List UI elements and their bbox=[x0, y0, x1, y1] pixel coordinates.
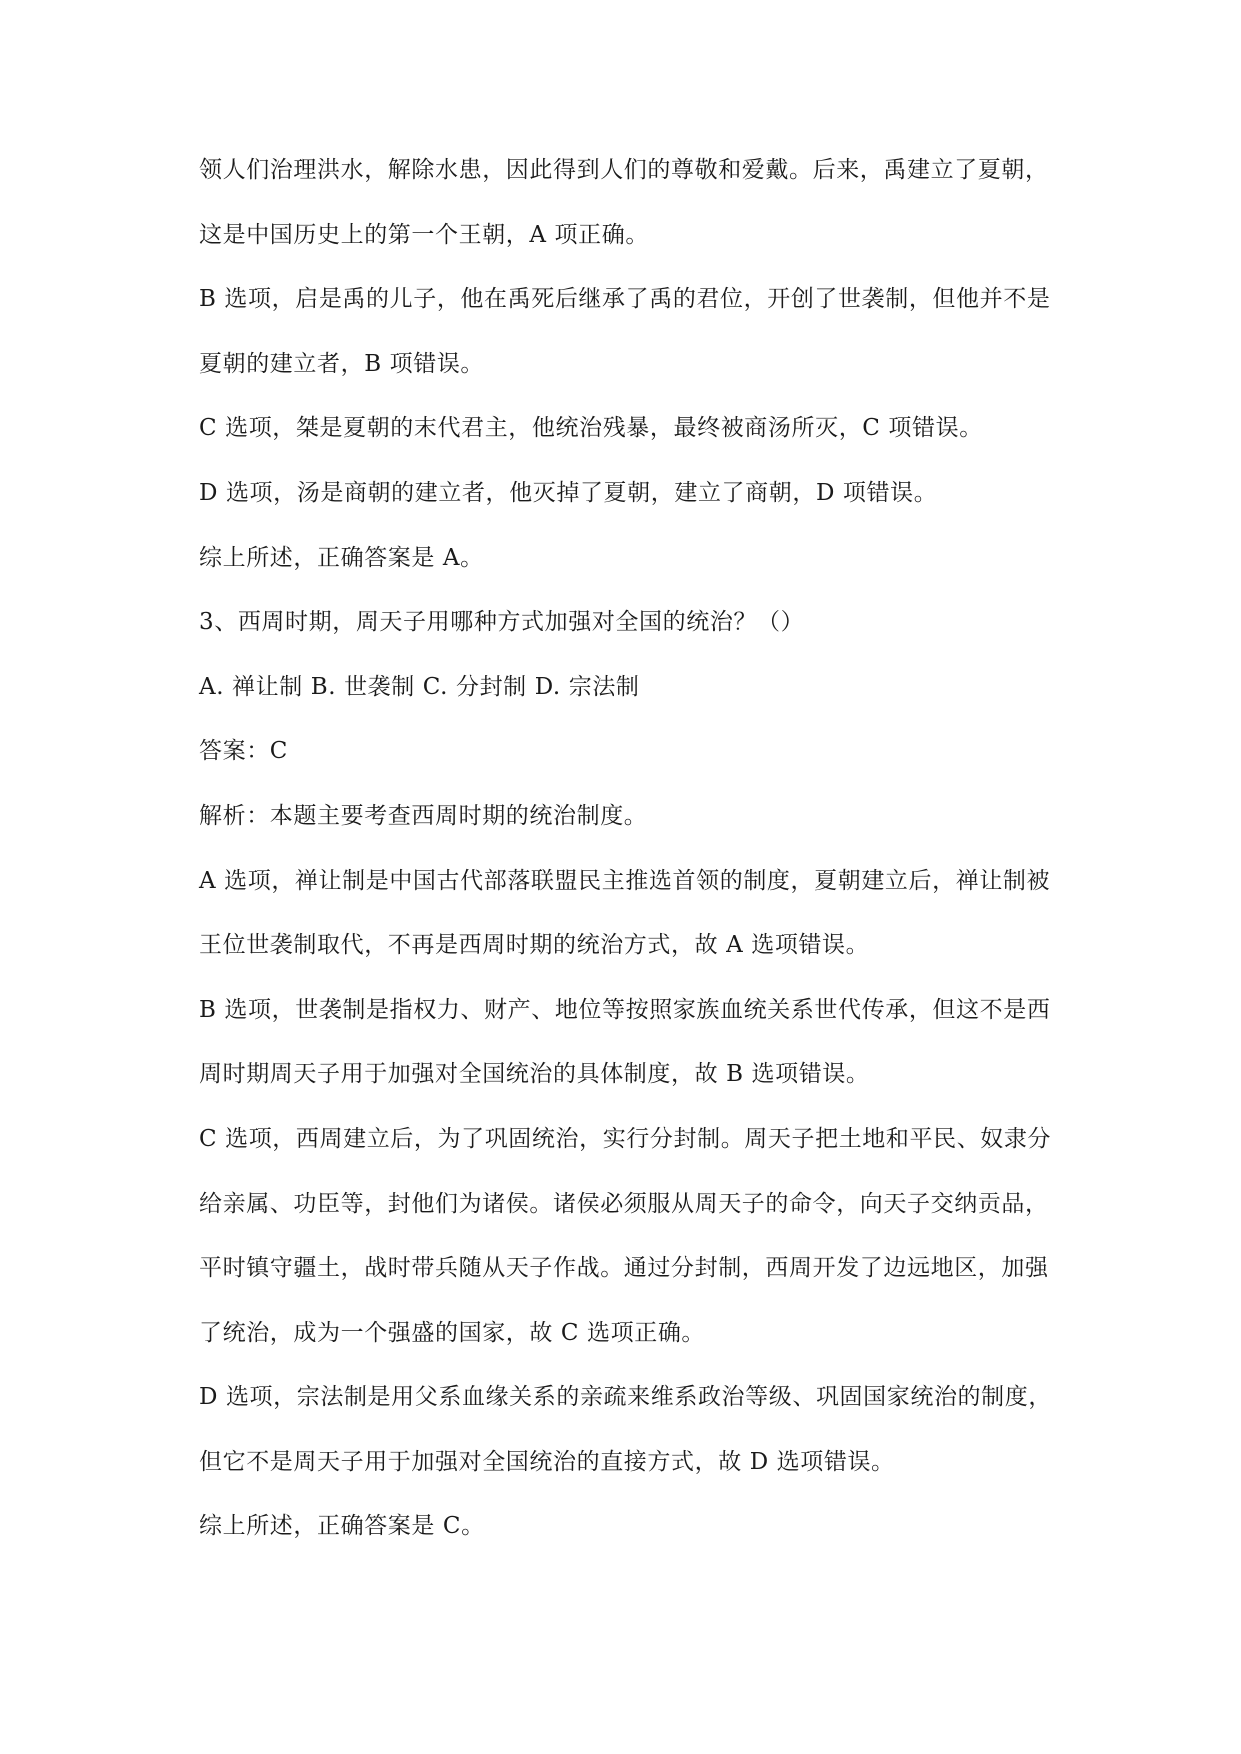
text-line: 王位世袭制取代，不再是西周时期的统治方式，故 A 选项错误。 bbox=[199, 932, 870, 959]
text-line: 周时期周天子用于加强对全国统治的具体制度，故 B 选项错误。 bbox=[199, 1061, 870, 1088]
question-options: A. 禅让制 B. 世袭制 C. 分封制 D. 宗法制 bbox=[199, 673, 640, 700]
text-line: 但它不是周天子用于加强对全国统治的直接方式，故 D 选项错误。 bbox=[199, 1448, 895, 1475]
text-line: 这是中国历史上的第一个王朝，A 项正确。 bbox=[199, 221, 649, 248]
text-line: 平时镇守疆土，战时带兵随从天子作战。通过分封制，西周开发了边远地区，加强 bbox=[199, 1255, 1049, 1282]
document-body bbox=[199, 138, 1129, 1559]
text-line: D 选项，汤是商朝的建立者，他灭掉了夏朝，建立了商朝，D 项错误。 bbox=[199, 479, 938, 506]
text-line: C 选项，西周建立后，为了巩固统治，实行分封制。周天子把土地和平民、奴隶分 bbox=[199, 1125, 1052, 1152]
analysis-intro: 解析：本题主要考查西周时期的统治制度。 bbox=[199, 802, 648, 829]
text-line: B 选项，世袭制是指权力、财产、地位等按照家族血统关系世代传承，但这不是西 bbox=[199, 996, 1051, 1023]
text-line: 给亲属、功臣等，封他们为诸侯。诸侯必须服从周天子的命令，向天子交纳贡品， bbox=[199, 1190, 1049, 1217]
question-title: 3、西周时期，周天子用哪种方式加强对全国的统治？（） bbox=[199, 609, 805, 636]
answer-line: 答案：C bbox=[199, 738, 288, 765]
text-line: 领人们治理洪水，解除水患，因此得到人们的尊敬和爱戴。后来，禹建立了夏朝， bbox=[199, 157, 1049, 183]
text-line: C 选项，桀是夏朝的末代君主，他统治残暴，最终被商汤所灭，C 项错误。 bbox=[199, 415, 983, 442]
text-line: D 选项，宗法制是用父系血缘关系的亲疏来维系政治等级、巩固国家统治的制度， bbox=[199, 1384, 1052, 1411]
text-line: A 选项，禅让制是中国古代部落联盟民主推选首领的制度，夏朝建立后，禅让制被 bbox=[199, 867, 1051, 894]
text-line: B 选项，启是禹的儿子，他在禹死后继承了禹的君位，开创了世袭制，但他并不是 bbox=[199, 286, 1051, 313]
text-line: 综上所述，正确答案是 A。 bbox=[199, 544, 484, 571]
text-line: 夏朝的建立者，B 项错误。 bbox=[199, 350, 485, 377]
text-line: 了统治，成为一个强盛的国家，故 C 选项正确。 bbox=[199, 1319, 706, 1346]
conclusion-line: 综上所述，正确答案是 C。 bbox=[199, 1513, 485, 1540]
